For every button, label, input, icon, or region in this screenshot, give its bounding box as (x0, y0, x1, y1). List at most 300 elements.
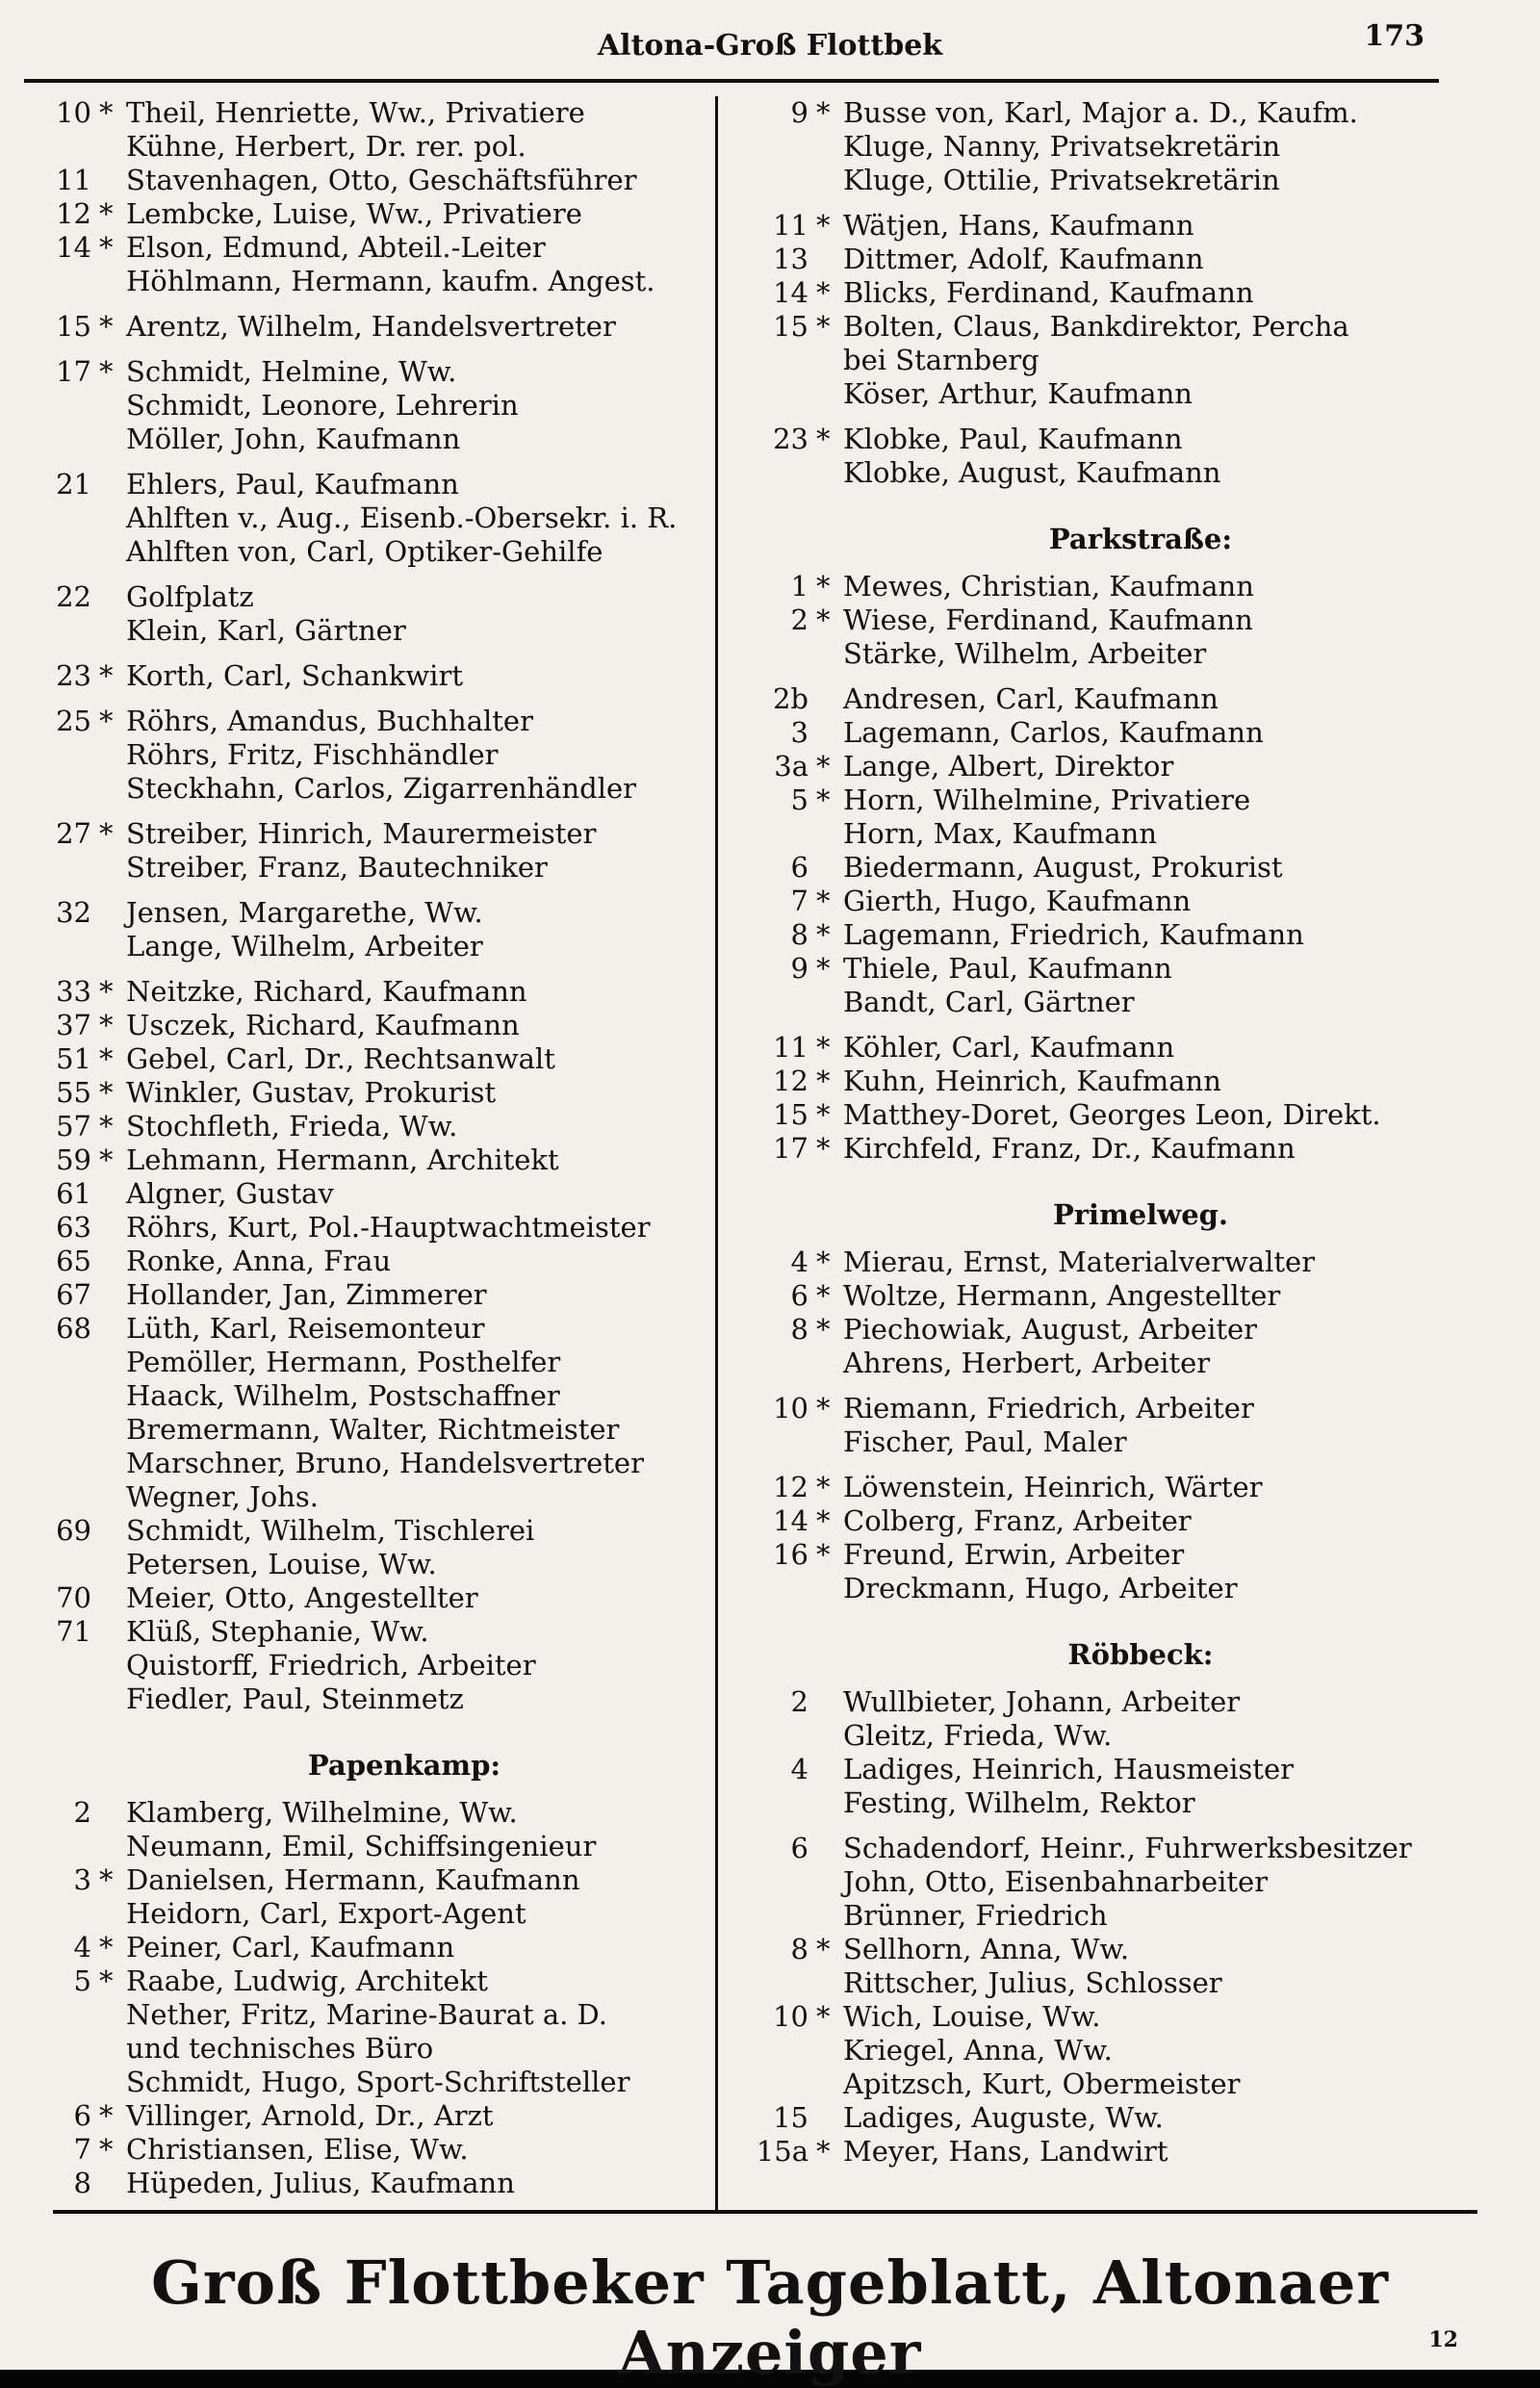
resident-text: Streiber, Franz, Bautechniker (126, 851, 548, 884)
owner-marker (99, 896, 126, 930)
resident-entry (746, 1685, 1458, 1719)
resident-text: Neumann, Emil, Schiffsingenieur (126, 1830, 597, 1862)
owner-marker: * (816, 423, 831, 455)
owner-marker (99, 501, 126, 535)
house-number (746, 986, 816, 1019)
resident-entry (29, 705, 703, 738)
house-number: 15 (56, 310, 91, 343)
resident-text: Colberg, Franz, Arbeiter (843, 1504, 1192, 1537)
house-number: 37 (56, 1009, 91, 1041)
owner-marker (816, 2067, 843, 2101)
resident-text: Andresen, Carl, Kaufmann (843, 682, 1219, 715)
house-number (29, 1480, 99, 1514)
house-number: 3 (73, 1863, 91, 1896)
resident-entry (746, 1425, 1458, 1459)
resident-entry (746, 2101, 1458, 2135)
owner-marker: * (816, 1065, 831, 1097)
house-number (29, 1682, 99, 1716)
house-number: 15 (773, 1098, 808, 1131)
resident-text: Schmidt, Leonore, Lehrerin (126, 389, 519, 422)
resident-entry (746, 164, 1458, 197)
resident-entry (29, 1009, 703, 1042)
house-number: 57 (56, 1110, 91, 1143)
resident-text: Kirchfeld, Franz, Dr., Kaufmann (843, 1132, 1296, 1165)
house-number: 15a (756, 2135, 808, 2168)
owner-marker: * (816, 1031, 831, 1064)
resident-entry (746, 1753, 1458, 1786)
house-number (29, 851, 99, 885)
resident-text: Piechowiak, August, Arbeiter (843, 1313, 1258, 1346)
owner-marker: * (99, 197, 114, 230)
resident-text: Jensen, Margarethe, Ww. (126, 896, 483, 929)
resident-text: Marschner, Bruno, Handelsvertreter (126, 1447, 644, 1479)
resident-entry (746, 603, 1458, 637)
resident-text: Klobke, Paul, Kaufmann (843, 423, 1183, 455)
house-number (746, 2034, 816, 2067)
house-number (746, 377, 816, 411)
resident-text: Schmidt, Wilhelm, Tischlerei (126, 1514, 535, 1547)
resident-entry (29, 423, 703, 456)
owner-marker (99, 772, 126, 806)
owner-marker: * (99, 231, 114, 264)
resident-text: Haack, Wilhelm, Postschaffner (126, 1379, 560, 1412)
resident-text: Mierau, Ernst, Materialverwalter (843, 1245, 1316, 1278)
owner-marker (816, 1685, 843, 1719)
house-number (29, 1897, 99, 1931)
resident-text: Pemöller, Hermann, Posthelfer (126, 1346, 561, 1378)
house-number (29, 1379, 99, 1413)
street-heading: Röbbeck: (1067, 1638, 1214, 1671)
page-number: 173 (1364, 19, 1424, 53)
owner-marker (99, 1796, 126, 1830)
resident-text: Röhrs, Amandus, Buchhalter (126, 705, 533, 737)
resident-text: Lüth, Karl, Reisemonteur (126, 1312, 485, 1345)
resident-text: Gierth, Hugo, Kaufmann (843, 885, 1192, 917)
resident-text: Matthey-Doret, Georges Leon, Direkt. (843, 1098, 1381, 1131)
resident-entry (746, 2034, 1458, 2067)
owner-marker (99, 1346, 126, 1379)
house-number: 2 (790, 603, 808, 636)
resident-text: Horn, Wilhelmine, Privatiere (843, 783, 1251, 816)
house-number: 59 (56, 1143, 91, 1176)
house-number (29, 265, 99, 298)
resident-text: Christiansen, Elise, Ww. (126, 2133, 469, 2166)
owner-marker: * (816, 209, 831, 242)
resident-entry (29, 975, 703, 1009)
owner-marker (816, 243, 843, 276)
resident-entry (29, 817, 703, 851)
owner-marker: * (816, 750, 831, 783)
resident-text: Wegner, Johs. (126, 1480, 319, 1513)
resident-entry (746, 2067, 1458, 2101)
resident-entry (746, 243, 1458, 276)
house-number (746, 1425, 816, 1459)
resident-text: Kluge, Nanny, Privatsekretärin (843, 130, 1281, 163)
resident-entry (29, 1897, 703, 1931)
resident-text: Freund, Erwin, Arbeiter (843, 1538, 1185, 1571)
resident-text: bei Starnberg (843, 344, 1040, 376)
owner-marker: * (816, 310, 831, 343)
resident-text: Petersen, Louise, Ww. (126, 1548, 437, 1580)
house-number: 6 (73, 2099, 91, 2132)
house-number (746, 456, 816, 490)
resident-text: Blicks, Ferdinand, Kaufmann (843, 276, 1254, 309)
house-number: 11 (56, 164, 91, 196)
resident-entry (746, 1065, 1458, 1098)
resident-text: Hüpeden, Julius, Kaufmann (126, 2167, 515, 2199)
owner-marker (99, 1830, 126, 1863)
owner-marker (816, 344, 843, 377)
resident-text: Kuhn, Heinrich, Kaufmann (843, 1065, 1221, 1097)
resident-entry (29, 930, 703, 963)
house-number (29, 1548, 99, 1581)
resident-text: Danielsen, Hermann, Kaufmann (126, 1863, 580, 1896)
resident-text: Kluge, Ottilie, Privatsekretärin (843, 164, 1280, 196)
house-number (746, 344, 816, 377)
owner-marker (99, 1480, 126, 1514)
house-number (29, 423, 99, 456)
owner-marker: * (816, 96, 831, 129)
resident-entry (746, 986, 1458, 1019)
owner-marker (99, 614, 126, 648)
owner-marker: * (99, 1863, 114, 1896)
house-number (29, 2066, 99, 2099)
owner-marker (816, 1572, 843, 1605)
resident-entry (746, 456, 1458, 490)
house-number: 63 (56, 1211, 91, 1244)
house-number (746, 1572, 816, 1605)
resident-entry (29, 2032, 703, 2066)
resident-entry (29, 1682, 703, 1716)
owner-marker: * (816, 1471, 831, 1503)
resident-entry (746, 637, 1458, 671)
owner-marker (99, 423, 126, 456)
owner-marker (99, 930, 126, 963)
resident-entry (29, 1076, 703, 1110)
resident-text: Festing, Wilhelm, Rektor (843, 1786, 1195, 1819)
house-number (29, 772, 99, 806)
house-number (29, 738, 99, 772)
resident-entry (746, 851, 1458, 885)
owner-marker (816, 1786, 843, 1820)
owner-marker (99, 2032, 126, 2066)
resident-entry (746, 1899, 1458, 1933)
owner-marker (816, 1753, 843, 1786)
resident-entry (29, 1177, 703, 1211)
resident-text: Köhler, Carl, Kaufmann (843, 1031, 1175, 1064)
house-number (29, 1413, 99, 1447)
resident-text: Gebel, Carl, Dr., Rechtsanwalt (126, 1042, 555, 1075)
owner-marker: * (99, 355, 114, 388)
owner-marker (99, 535, 126, 569)
resident-text: Korth, Carl, Schankwirt (126, 659, 463, 692)
owner-marker (99, 1897, 126, 1931)
resident-entry (746, 918, 1458, 952)
resident-text: Brünner, Friedrich (843, 1899, 1108, 1932)
owner-marker: * (816, 1132, 831, 1165)
resident-entry (746, 1245, 1458, 1279)
resident-text: Stavenhagen, Otto, Geschäftsführer (126, 164, 637, 196)
house-number: 15 (773, 310, 808, 343)
owner-marker (99, 1413, 126, 1447)
resident-entry (29, 1649, 703, 1682)
resident-entry (746, 750, 1458, 783)
resident-entry (29, 1830, 703, 1863)
resident-text: Thiele, Paul, Kaufmann (843, 952, 1172, 985)
resident-entry (746, 1313, 1458, 1347)
resident-text: Raabe, Ludwig, Architekt (126, 1964, 488, 1997)
resident-entry (29, 1998, 703, 2032)
owner-marker: * (99, 2133, 114, 2166)
owner-marker (99, 1278, 126, 1312)
house-number (746, 1719, 816, 1753)
house-number: 8 (790, 1933, 808, 1965)
owner-marker: * (816, 1538, 831, 1571)
house-number (29, 1346, 99, 1379)
resident-entry (746, 783, 1458, 817)
resident-entry (29, 231, 703, 265)
resident-entry (746, 817, 1458, 851)
resident-entry (29, 2099, 703, 2133)
house-number: 10 (773, 2000, 808, 2033)
resident-text: Bremermann, Walter, Richtmeister (126, 1413, 620, 1446)
resident-text: und technisches Büro (126, 2032, 434, 2065)
resident-text: Stärke, Wilhelm, Arbeiter (843, 637, 1207, 670)
house-number (746, 1865, 816, 1899)
house-number: 55 (56, 1076, 91, 1109)
house-number: 32 (56, 896, 91, 929)
house-number: 12 (773, 1471, 808, 1503)
owner-marker (99, 164, 126, 197)
resident-entry (29, 2167, 703, 2200)
owner-marker: * (816, 1392, 831, 1425)
resident-text: Höhlmann, Hermann, kaufm. Angest. (126, 265, 655, 297)
owner-marker (816, 851, 843, 885)
house-number: 65 (56, 1245, 91, 1277)
owner-marker: * (816, 952, 831, 985)
owner-marker: * (99, 1076, 114, 1109)
owner-marker: * (99, 817, 114, 850)
resident-text: Ahlften v., Aug., Eisenb.-Obersekr. i. R. (126, 501, 678, 534)
resident-entry (746, 1719, 1458, 1753)
resident-entry (746, 1572, 1458, 1605)
house-number (746, 1899, 816, 1933)
resident-text: Dreckmann, Hugo, Arbeiter (843, 1572, 1238, 1605)
resident-text: Ehlers, Paul, Kaufmann (126, 468, 459, 501)
resident-text: Ahlften von, Carl, Optiker-Gehilfe (126, 535, 603, 568)
resident-entry (29, 1413, 703, 1447)
house-number (746, 164, 816, 197)
house-number: 9 (790, 952, 808, 985)
resident-text: Lagemann, Friedrich, Kaufmann (843, 918, 1304, 951)
resident-entry (29, 851, 703, 885)
owner-marker (99, 738, 126, 772)
resident-text: Theil, Henriette, Ww., Privatiere (126, 96, 585, 129)
resident-entry (29, 580, 703, 614)
resident-entry (29, 130, 703, 164)
house-number: 21 (56, 468, 91, 501)
owner-marker: * (99, 975, 114, 1008)
owner-marker (816, 682, 843, 716)
house-number: 17 (56, 355, 91, 388)
house-number (29, 130, 99, 164)
resident-entry (746, 1031, 1458, 1065)
resident-text: Riemann, Friedrich, Arbeiter (843, 1392, 1254, 1425)
owner-marker (816, 716, 843, 750)
house-number: 23 (56, 659, 91, 692)
resident-text: Sellhorn, Anna, Ww. (843, 1933, 1130, 1965)
house-number: 22 (56, 580, 91, 613)
resident-entry (29, 197, 703, 231)
house-number: 71 (56, 1615, 91, 1648)
resident-text: Klüß, Stephanie, Ww. (126, 1615, 429, 1648)
owner-marker (99, 1312, 126, 1346)
owner-marker (99, 1649, 126, 1682)
house-number (746, 1347, 816, 1380)
owner-marker (816, 2101, 843, 2135)
resident-entry (746, 1504, 1458, 1538)
resident-text: Dittmer, Adolf, Kaufmann (843, 243, 1204, 275)
resident-entry (29, 1211, 703, 1245)
resident-entry (29, 1447, 703, 1480)
resident-text: Wiese, Ferdinand, Kaufmann (843, 603, 1253, 636)
house-number: 3 (790, 716, 808, 749)
owner-marker: * (99, 96, 114, 129)
street-heading: Primelweg. (1052, 1198, 1229, 1231)
resident-entry (746, 2135, 1458, 2169)
resident-entry (29, 1796, 703, 1830)
resident-text: Nether, Fritz, Marine-Baurat a. D. (126, 1998, 607, 2031)
resident-text: Lehmann, Hermann, Architekt (126, 1143, 559, 1176)
house-number: 8 (790, 918, 808, 951)
house-number: 10 (56, 96, 91, 129)
house-number: 8 (790, 1313, 808, 1346)
resident-text: Wätjen, Hans, Kaufmann (843, 209, 1194, 242)
resident-entry (29, 1110, 703, 1143)
resident-entry (29, 1245, 703, 1278)
owner-marker (99, 1245, 126, 1278)
resident-text: Klobke, August, Kaufmann (843, 456, 1221, 489)
resident-entry (746, 344, 1458, 377)
resident-text: Wich, Louise, Ww. (843, 2000, 1101, 2033)
resident-text: Wullbieter, Johann, Arbeiter (843, 1685, 1241, 1718)
house-number: 33 (56, 975, 91, 1008)
resident-text: Schmidt, Helmine, Ww. (126, 355, 457, 388)
owner-marker: * (99, 2099, 114, 2132)
resident-text: Lagemann, Carlos, Kaufmann (843, 716, 1264, 749)
resident-entry (746, 885, 1458, 918)
resident-entry (29, 164, 703, 197)
resident-entry (29, 1346, 703, 1379)
resident-entry (29, 265, 703, 298)
resident-text: Neitzke, Richard, Kaufmann (126, 975, 527, 1008)
resident-entry (29, 1143, 703, 1177)
owner-marker: * (99, 1931, 114, 1964)
resident-text: Ronke, Anna, Frau (126, 1245, 392, 1277)
owner-marker (99, 389, 126, 423)
resident-entry (746, 1132, 1458, 1166)
resident-entry (29, 96, 703, 130)
resident-text: Stochfleth, Frieda, Ww. (126, 1110, 458, 1143)
house-number (746, 1966, 816, 2000)
owner-marker (816, 1899, 843, 1933)
owner-marker (816, 2034, 843, 2067)
resident-text: Löwenstein, Heinrich, Wärter (843, 1471, 1263, 1503)
owner-marker (99, 265, 126, 298)
house-number (29, 1830, 99, 1863)
owner-marker (99, 1581, 126, 1615)
resident-text: Ahrens, Herbert, Arbeiter (843, 1347, 1211, 1379)
owner-marker: * (816, 2000, 831, 2033)
resident-entry (746, 1392, 1458, 1425)
resident-entry (746, 716, 1458, 750)
house-number (29, 614, 99, 648)
resident-entry (746, 952, 1458, 986)
column-divider (715, 96, 718, 2214)
resident-text: Woltze, Hermann, Angestellter (843, 1279, 1281, 1312)
owner-marker: * (99, 1009, 114, 1041)
house-number: 1 (790, 570, 808, 603)
owner-marker (816, 456, 843, 490)
resident-text: Lange, Wilhelm, Arbeiter (126, 930, 483, 963)
owner-marker: * (816, 885, 831, 917)
house-number: 15 (773, 2101, 808, 2134)
resident-entry (29, 355, 703, 389)
owner-marker (816, 377, 843, 411)
resident-entry (29, 1312, 703, 1346)
resident-entry (29, 501, 703, 535)
owner-marker (816, 1865, 843, 1899)
house-number: 13 (773, 243, 808, 275)
owner-marker: * (816, 1504, 831, 1537)
resident-text: Rittscher, Julius, Schlosser (843, 1966, 1222, 1999)
resident-entry (746, 2000, 1458, 2034)
house-number: 7 (73, 2133, 91, 2166)
owner-marker: * (816, 1279, 831, 1312)
resident-text: Usczek, Richard, Kaufmann (126, 1009, 520, 1041)
resident-entry (29, 1514, 703, 1548)
house-number: 4 (73, 1931, 91, 1964)
owner-marker (99, 1682, 126, 1716)
owner-marker: * (99, 310, 114, 343)
house-number (29, 1998, 99, 2032)
house-number (29, 1649, 99, 1682)
resident-text: Peiner, Carl, Kaufmann (126, 1931, 455, 1964)
owner-marker (816, 637, 843, 671)
house-number (746, 2067, 816, 2101)
house-number: 4 (790, 1245, 808, 1278)
house-number (746, 1786, 816, 1820)
owner-marker: * (816, 1933, 831, 1965)
house-number: 16 (773, 1538, 808, 1571)
page-header-title: Altona-Groß Flottbek (597, 29, 943, 63)
resident-entry (29, 468, 703, 501)
resident-text: Ladiges, Heinrich, Hausmeister (843, 1753, 1294, 1785)
house-number: 6 (790, 1832, 808, 1864)
resident-text: Steckhahn, Carlos, Zigarrenhändler (126, 772, 637, 805)
owner-marker: * (99, 1964, 114, 1997)
resident-text: Elson, Edmund, Abteil.-Leiter (126, 231, 546, 264)
owner-marker (99, 851, 126, 885)
resident-entry (746, 209, 1458, 243)
house-number: 23 (773, 423, 808, 455)
resident-entry (746, 1966, 1458, 2000)
house-number: 67 (56, 1278, 91, 1311)
resident-text: John, Otto, Eisenbahnarbeiter (843, 1865, 1269, 1898)
owner-marker (99, 2066, 126, 2099)
house-number (29, 501, 99, 535)
house-number (29, 389, 99, 423)
